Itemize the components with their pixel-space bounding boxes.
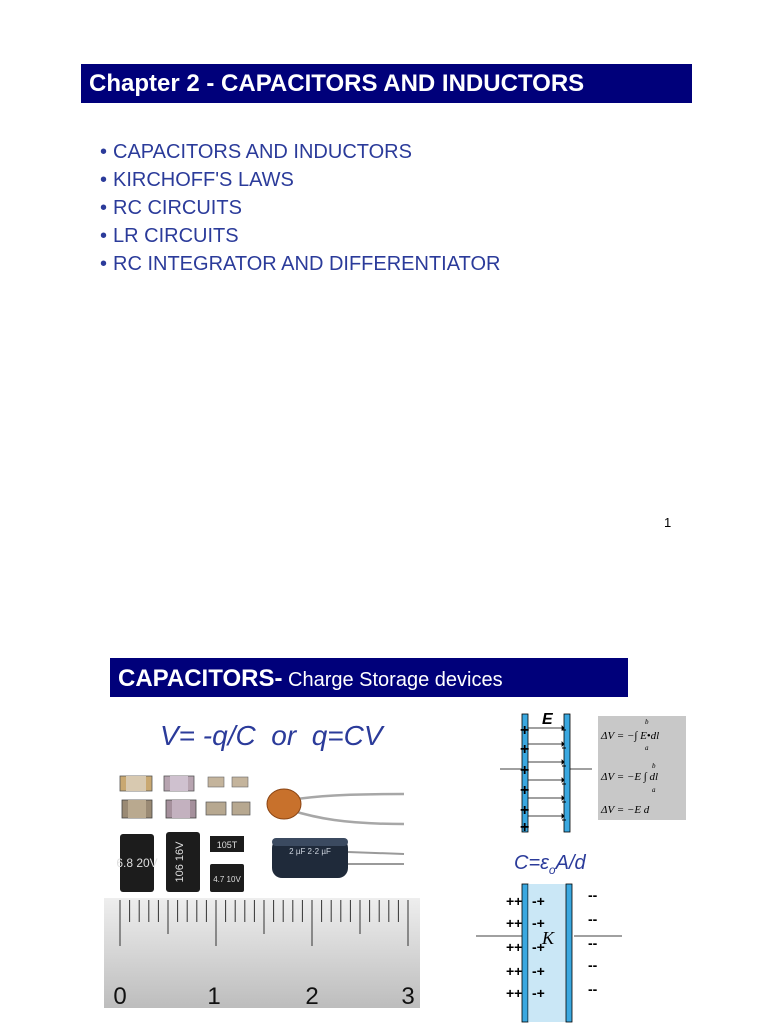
svg-text:--: --: [588, 935, 598, 951]
integral-limit: a: [645, 744, 649, 752]
svg-text:-+: -+: [532, 963, 545, 979]
svg-text:-+: -+: [532, 915, 545, 931]
topic-item: • RC INTEGRATOR AND DIFFERENTIATOR: [100, 250, 500, 278]
capacitance-equation: [514, 852, 586, 877]
integral-limit: b: [652, 762, 656, 770]
topic-item: • CAPACITORS AND INDUCTORS: [100, 138, 500, 166]
integral-limit: a: [652, 786, 656, 794]
capacitance-prefix: C=ε: [514, 852, 549, 874]
component-marking: 106 16V: [174, 841, 186, 883]
slide-title: Chapter 2 - CAPACITORS AND INDUCTORS: [81, 64, 692, 103]
svg-text:--: --: [588, 981, 598, 997]
topic-item: • RC CIRCUITS: [100, 194, 500, 222]
slide-capacitors: [0, 600, 768, 1024]
svg-text:++: ++: [506, 893, 523, 909]
svg-text:--: --: [588, 887, 598, 903]
svg-text:+: +: [520, 782, 530, 799]
equation-integral: ΔV = −∫ E•dl: [601, 730, 660, 742]
ruler-label: 2: [305, 983, 319, 1008]
dielectric-label: K: [542, 928, 555, 948]
component-marking: 105T: [216, 840, 238, 850]
component-marking: 2 µF 2·2 µF: [289, 847, 331, 856]
svg-text:+: +: [520, 802, 530, 819]
slide-title-rest: Charge Storage devices: [282, 669, 503, 691]
topic-list: [100, 138, 500, 278]
svg-text:++: ++: [506, 963, 523, 979]
svg-text:+: +: [520, 819, 530, 836]
slide-title-bold: CAPACITORS-: [118, 665, 283, 692]
capacitor-photo: [104, 768, 420, 1008]
capacitance-subscript: o: [548, 863, 556, 877]
component-marking: 4.7 10V: [213, 875, 241, 884]
svg-text:-+: -+: [532, 893, 545, 909]
parallel-plate-field-diagram: [496, 708, 596, 838]
ruler-label: 0: [113, 983, 127, 1008]
integral-limit: b: [645, 718, 649, 726]
svg-text:+: +: [520, 722, 530, 739]
charge-equation: V= -q/C or q=CV: [160, 720, 383, 751]
ruler-label: 3: [401, 983, 415, 1008]
component-marking: 6.8 20V: [116, 856, 158, 870]
equation-uniform-field: ΔV = −E ∫ dl: [601, 771, 659, 783]
svg-text:-+: -+: [532, 985, 545, 1001]
topic-item: • LR CIRCUITS: [100, 222, 500, 250]
svg-text:++: ++: [506, 915, 523, 931]
dielectric-capacitor-diagram: [476, 882, 626, 1024]
topic-item: • KIRCHOFF'S LAWS: [100, 166, 500, 194]
equation-final: ΔV = −E d: [601, 804, 650, 816]
svg-text:-+: -+: [532, 939, 545, 955]
svg-text:--: --: [588, 911, 598, 927]
slide-title: [110, 658, 628, 697]
field-label: E: [542, 711, 553, 728]
svg-text:+: +: [520, 741, 530, 758]
potential-equations: [598, 716, 686, 820]
svg-text:++: ++: [506, 985, 523, 1001]
svg-text:--: --: [588, 957, 598, 973]
ruler-label: 1: [207, 983, 221, 1008]
svg-text:++: ++: [506, 939, 523, 955]
capacitance-suffix: A/d: [555, 852, 586, 874]
svg-text:+: +: [520, 762, 530, 779]
page-number: 1: [664, 515, 672, 530]
